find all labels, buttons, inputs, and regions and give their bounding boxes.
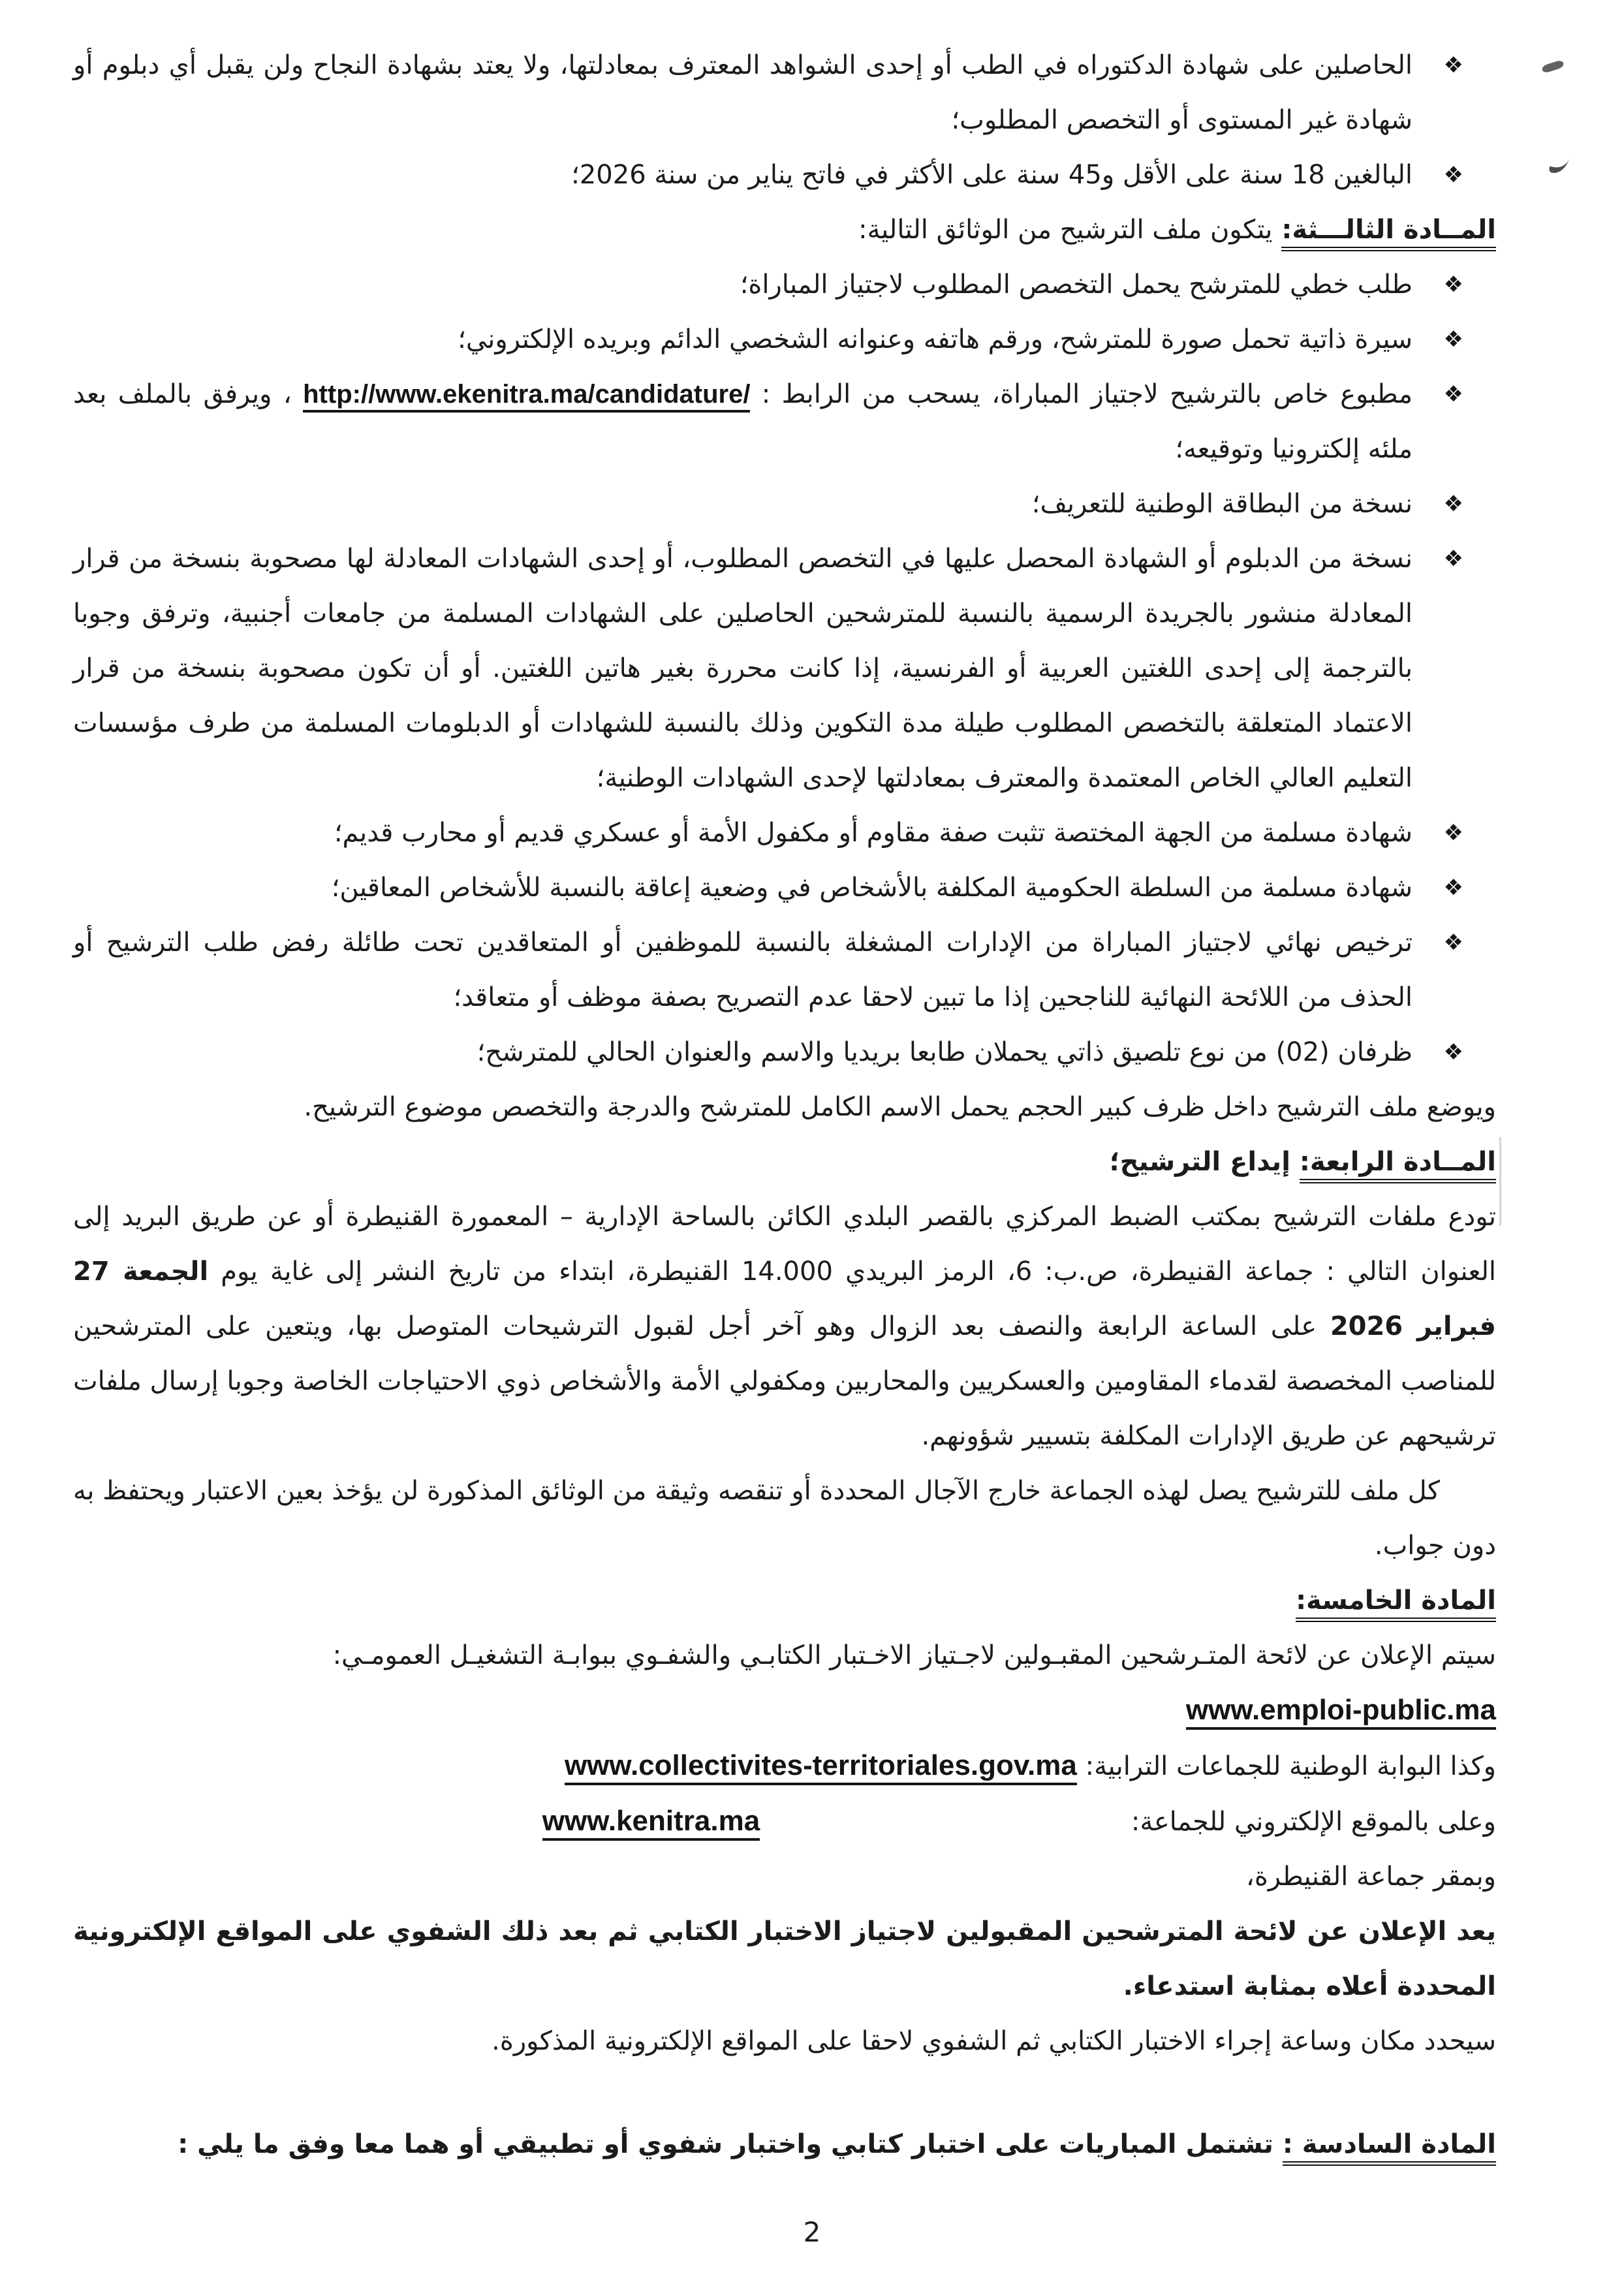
- pen-mark-artifact: [1541, 59, 1565, 74]
- list-item: [73, 915, 1496, 1025]
- doc-employer-authorization: ترخيص نهائي لاجتياز المباراة من الإدارات المشغلة بالنسبة للموظفين أو المتعاقدين تحت طائلة رفض طلب الترشيح أو الحذف من اللائحة النهائية للناجحين إذا ما تبين لاحقا عدم التصريح بصفة موظف أو متعاقد؛: [73, 928, 1413, 1012]
- page-number: 2: [803, 2216, 821, 2248]
- diamond-bullet-icon: ❖: [1443, 491, 1463, 517]
- article5-title: المادة الخامسة:: [1296, 1586, 1496, 1622]
- list-item: [73, 257, 1496, 312]
- diamond-bullet-icon: ❖: [1443, 272, 1463, 298]
- list-item: [73, 805, 1496, 860]
- diamond-bullet-icon: ❖: [1443, 875, 1463, 901]
- schedule-note: سيحدد مكان وساعة إجراء الاختبار الكتابي ثم الشفوي لاحقا على المواقع الإلكترونية المذكورة.: [492, 2026, 1496, 2056]
- doc-form-post: ، ويرفق بالملف بعد ملئه إلكترونيا وتوقيعه؛: [73, 379, 1413, 464]
- article5-heading: [73, 1573, 1496, 1628]
- diamond-bullet-icon: ❖: [1443, 162, 1463, 188]
- list-item: [73, 1025, 1496, 1080]
- diamond-bullet-icon: ❖: [1443, 546, 1463, 572]
- deposit-text-post: على الساعة الرابعة والنصف بعد الزوال وهو آخر أجل لقبول الترشيحات المتوصل بها، ويتعين على المترشحين للمناصب المخصصة لقدماء المقاومين والعسكريين والمحاربين ومكفولي الأمة والأشخاص ذوي الاحتياجات الخاصة وجوبا إرسال ملفات ترشيحهم عن طريق الإدارات المكلفة بتسيير شؤونهم.: [73, 1311, 1496, 1451]
- doc-veteran-certificate: شهادة مسلمة من الجهة المختصة تثبت صفة مقاوم أو مكفول الأمة أو عسكري قديم أو محارب قديم؛: [334, 818, 1413, 848]
- article3-closing-note: ويوضع ملف الترشيح داخل ظرف كبير الحجم يحمل الاسم الكامل للمترشح والدرجة والتخصص موضوع الترشيح.: [304, 1092, 1496, 1122]
- summons-bold-note: يعد الإعلان عن لائحة المترشحين المقبولين لاجتياز الاختبار الكتابي ثم بعد ذلك الشفوي على المواقع الإلكترونية المحددة أعلاه بمثابة استدعاء.: [73, 1916, 1496, 2001]
- diamond-bullet-icon: ❖: [1443, 1039, 1463, 1065]
- diamond-bullet-icon: ❖: [1443, 326, 1463, 352]
- article3-intro: يتكون ملف الترشيح من الوثائق التالية:: [858, 215, 1273, 245]
- article6-title: المادة السادسة :: [1283, 2129, 1496, 2166]
- list-item: [73, 531, 1496, 805]
- hq-line: وبمقر جماعة القنيطرة،: [1245, 1862, 1496, 1892]
- article4-subtitle: إيداع الترشيح؛: [1109, 1147, 1290, 1177]
- article4-heading: [73, 1134, 1496, 1189]
- emploi-public-line: [73, 1683, 1496, 1738]
- article4-title: المــادة الرابعة:: [1300, 1147, 1496, 1183]
- article5-intro: سيتم الإعلان عن لائحة المتـرشحين المقبـولين لاجـتياز الاخـتبار الكتابـي والشفـوي ببوابـة التشغيـل العمومـي:: [332, 1640, 1496, 1670]
- candidature-form-link[interactable]: http://www.ekenitra.ma/candidature/: [303, 380, 750, 413]
- list-item: [73, 148, 1496, 202]
- kenitra-line: [73, 1794, 1496, 1849]
- doc-diploma-copy: نسخة من الدبلوم أو الشهادة المحصل عليها في التخصص المطلوب، أو إحدى الشهادات المعادلة لها مصحوبة بنسخة من قرار المعادلة منشور بالجريدة الرسمية بالنسبة للمترشحين الحاصلين على الشهادات المسلمة من جامعات أجنبية، وترفق وجوبا بالترجمة إلى إحدى اللغتين العربية أو الفرنسية، إذا كانت محررة بغير هاتين اللغتين. أو أن تكون مصحوبة بنسخة من قرار الاعتماد المتعلقة بالتخصص المطلوب طيلة مدة التكوين وذلك بالنسبة للشهادات أو الدبلومات المسلمة من طرف مؤسسات التعليم العالي الخاص المعتمدة والمعترف بمعادلتها لإحدى الشهادات الوطنية؛: [73, 544, 1413, 793]
- article6-text: تشتمل المباريات على اختبار كتابي واختبار شفوي أو تطبيقي أو هما معا وفق ما يلي :: [178, 2129, 1273, 2159]
- pen-mark-artifact: [1548, 149, 1570, 176]
- kenitra-label: وعلى بالموقع الإلكتروني للجماعة:: [1131, 1807, 1496, 1837]
- doc-written-request: طلب خطي للمترشح يحمل التخصص المطلوب لاجتياز المباراة؛: [740, 270, 1413, 300]
- scan-line-artifact: [1499, 1137, 1501, 1226]
- condition-doctorate-text: الحاصلين على شهادة الدكتوراه في الطب أو إحدى الشواهد المعترف بمعادلتها، ولا يعتد بشهادة النجاح ولن يقبل أي دبلوم أو شهادة غير المستوى أو التخصص المطلوب؛: [73, 50, 1413, 135]
- list-item: [73, 367, 1496, 477]
- late-file-note: كل ملف للترشيح يصل لهذه الجماعة خارج الآجال المحددة أو تنقصه وثيقة من الوثائق المذكورة لن يؤخذ بعين الاعتبار ويحتفظ به دون جواب.: [72, 1476, 1496, 1561]
- collectivites-label: وكذا البوابة الوطنية للجماعات الترابية:: [1085, 1751, 1496, 1781]
- list-item: [73, 860, 1496, 915]
- application-documents-list: [73, 257, 1496, 1080]
- doc-form-pre: مطبوع خاص بالترشيح لاجتياز المباراة، يسحب من الرابط :: [750, 379, 1413, 409]
- doc-envelopes: ظرفان (02) من نوع تلصيق ذاتي يحملان طابعا بريديا والاسم والعنوان الحالي للمترشح؛: [476, 1037, 1413, 1067]
- list-item: [73, 477, 1496, 531]
- kenitra-link[interactable]: www.kenitra.ma: [542, 1805, 760, 1841]
- diamond-bullet-icon: ❖: [1443, 381, 1463, 407]
- condition-age-text: البالغين 18 سنة على الأقل و45 سنة على الأكثر في فاتح يناير من سنة 2026؛: [571, 160, 1413, 190]
- emploi-public-link[interactable]: www.emploi-public.ma: [1186, 1694, 1496, 1730]
- doc-disability-certificate: شهادة مسلمة من السلطة الحكومية المكلفة بالأشخاص في وضعية إعاقة بالنسبة للأشخاص المعاقين؛: [331, 873, 1413, 903]
- list-item: [73, 38, 1496, 148]
- deposit-text-pre: تودع ملفات الترشيح بمكتب الضبط المركزي بالقصر البلدي الكائن بالساحة الإدارية – المعمورة القنيطرة أو عن طريق البريد إلى العنوان التالي : جماعة القنيطرة، ص.ب: 6، الرمز البريدي 14.000 القنيطرة، ابتداء من تاريخ النشر إلى غاية يوم: [73, 1202, 1497, 1287]
- deposit-deadline-date: الجمعة 27 فبراير 2026: [73, 1257, 1496, 1341]
- deposit-paragraph: [73, 1189, 1496, 1463]
- collectivites-line: [73, 1738, 1496, 1794]
- diamond-bullet-icon: ❖: [1443, 52, 1463, 78]
- article3-title: المــادة الثالـــثة:: [1281, 215, 1496, 251]
- diamond-bullet-icon: ❖: [1443, 820, 1463, 846]
- diamond-bullet-icon: ❖: [1443, 930, 1463, 956]
- doc-cv: سيرة ذاتية تحمل صورة للمترشح، ورقم هاتفه وعنوانه الشخصي الدائم وبريده الإلكتروني؛: [458, 324, 1413, 354]
- list-item: [73, 312, 1496, 367]
- article3-heading: [73, 202, 1496, 257]
- doc-national-id: نسخة من البطاقة الوطنية للتعريف؛: [1031, 489, 1413, 519]
- article6-heading: [73, 2117, 1496, 2172]
- collectivites-territoriales-link[interactable]: www.collectivites-territoriales.gov.ma: [565, 1749, 1077, 1785]
- eligibility-conditions-list: [73, 38, 1496, 202]
